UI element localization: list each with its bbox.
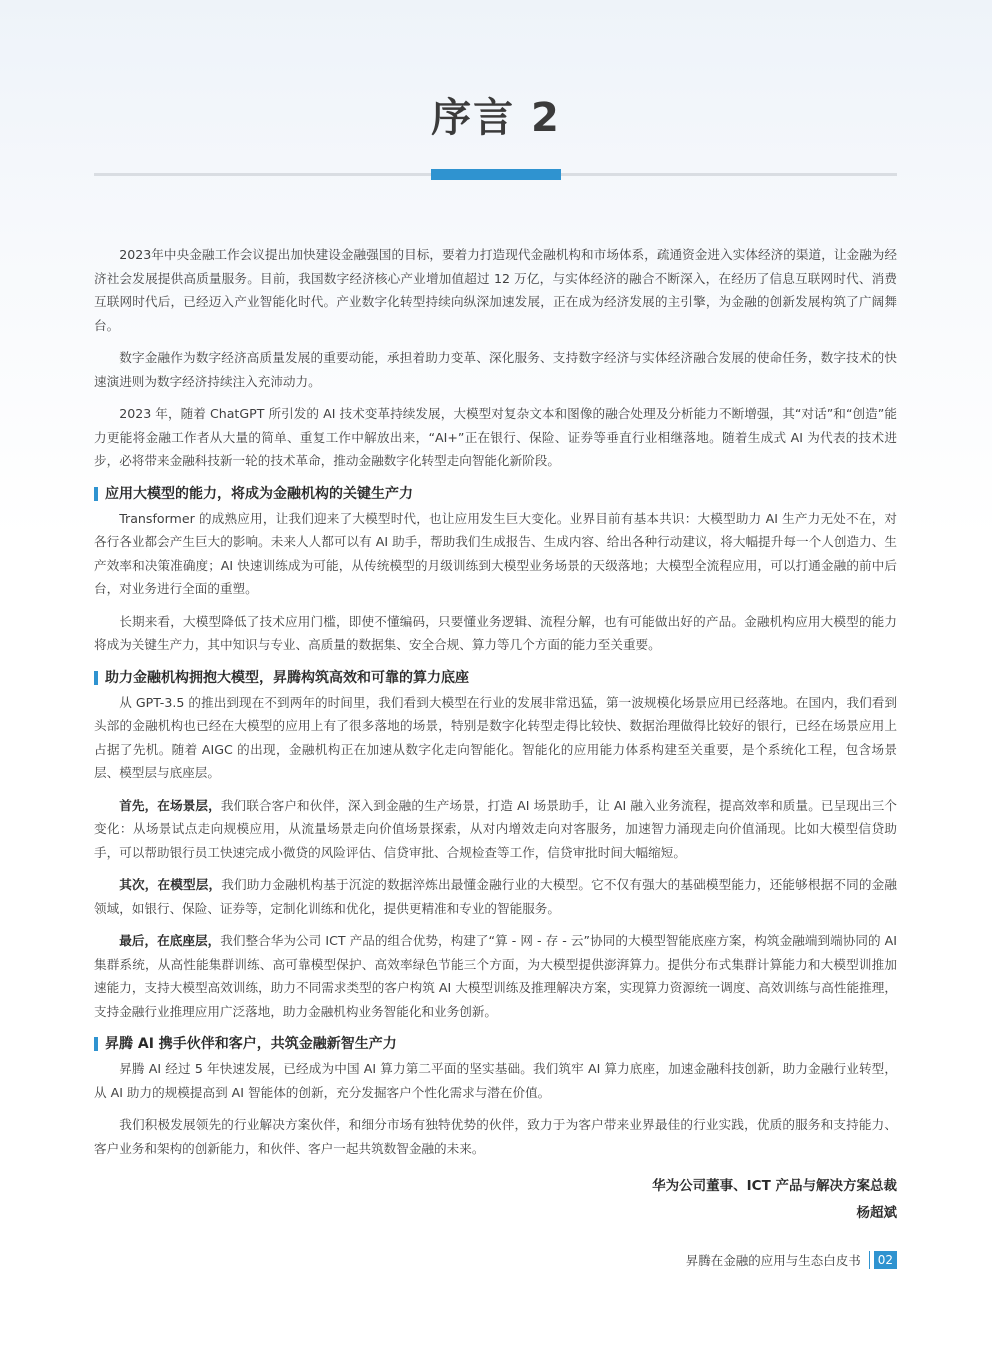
section-heading-2-text: 助力金融机构拥抱大模型，昇腾构筑高效和可靠的算力底座	[105, 669, 469, 686]
model-layer-lead: 其次，在模型层，	[119, 877, 222, 892]
section-heading-1	[94, 482, 897, 506]
scene-layer-lead: 首先，在场景层，	[119, 797, 221, 813]
signature-role: 华为公司董事、ICT 产品与解决方案总裁	[652, 1178, 897, 1194]
heading-marker	[94, 487, 98, 501]
section-heading-3	[94, 1032, 897, 1056]
footer-separator	[869, 1251, 870, 1269]
section2-paragraph-4	[94, 929, 897, 1023]
signature-block	[652, 1173, 897, 1227]
body-content	[94, 243, 897, 1169]
section-heading-2	[94, 666, 897, 690]
page-number: 02	[874, 1251, 897, 1269]
scene-layer-text: 我们联合客户和伙伴，深入到金融的生产场景，打造 AI 场景助手，让 AI 融入业务流程，提高效率和质量。已呈现出三个变化：从场景试点走向规模应用，从流量场景走向价值场景探索，从对内增效走向对客服务，加速智力涌现走向价值涌现。比如大模型信贷助手，可以帮助银行员工快速完成小微贷的风险评估、信贷审批、合规检查等工作，信贷审批时间大幅缩短。	[94, 797, 898, 860]
section3-paragraph-1: 昇腾 AI 经过 5 年快速发展，已经成为中国 AI 算力第二平面的坚实基础。我们筑牢 AI 算力底座，加速金融科技创新，助力金融行业转型，从 AI 助力的规模提高到 AI 智能体的创新，充分发掘客户个性化需求与潜在价值。	[94, 1061, 897, 1100]
heading-marker	[94, 1037, 98, 1051]
section1-paragraph-1: Transformer 的成熟应用，让我们迎来了大模型时代，也让应用发生巨大变化。业界目前有基本共识：大模型助力 AI 生产力无处不在，对各行各业都会产生巨大的影响。未来人人都可以有 AI 助手，帮助我们生成报告、生成内容、给出各种行动建议，将大幅提升每一个人创造力、生产效率和决策准确度；AI 快速训练成为可能，从传统模型的月级训练到大模型业务场景的天级落地；大模型全流程应用，可以打通金融的前中后台，对业务进行全面的重塑。	[94, 510, 897, 596]
footer-book-title: 昇腾在金融的应用与生态白皮书	[685, 1253, 861, 1268]
section-heading-1-text: 应用大模型的能力，将成为金融机构的关键生产力	[105, 485, 413, 502]
section-heading-3-text: 昇腾 AI 携手伙伴和客户，共筑金融新智生产力	[105, 1036, 397, 1052]
base-layer-lead: 最后，在底座层，	[119, 933, 221, 948]
page-title: 序言 2	[431, 95, 561, 141]
section2-paragraph-1: 从 GPT-3.5 的推出到现在不到两年的时间里，我们看到大模型在行业的发展非常迅猛，第一波规模化场景应用已经落地。在国内，我们看到头部的金融机构也已经在大模型的应用上有了很多落地的场景，特别是数字化转型走得比较快、数据治理做得比较好的银行，已经在场景应用上占据了先机。随着 AIGC 的出现，金融机构正在加速从数字化走向智能化。智能化的应用能力体系构建至关重要，是个系统化工程，包含场景层、模型层与底座层。	[94, 694, 897, 780]
signature-name: 杨超斌	[856, 1205, 897, 1221]
base-layer-text: 我们整合华为公司 ICT 产品的组合优势，构建了“算 - 网 - 存 - 云”协同的大模型智能底座方案，构筑金融端到端协同的 AI 集群系统，从高性能集群训练、高可靠模型保护、高效率绿色节能三个方面，为大模型提供澎湃算力。提供分布式集群计算能力和大模型训推加速能力，支持大模型高效训练，助力不同需求类型的客户构筑 AI 大模型训练及推理解决方案，实现算力资源统一调度、高效训练与高性能推理，支持金融行业推理应用广泛落地，助力金融机构业务智能化和业务创新。	[94, 933, 897, 1019]
heading-marker	[94, 671, 98, 685]
title-divider-accent	[431, 169, 561, 180]
intro-paragraph-3: 2023 年，随着 ChatGPT 所引发的 AI 技术变革持续发展，大模型对复杂文本和图像的融合处理及分析能力不断增强，其“对话”和“创造”能力更能将金融工作者从大量的简单、重复工作中解放出来，“AI+”正在银行、保险、证券等垂直行业相继落地。随着生成式 AI 为代表的技术进步，必将带来金融科技新一轮的技术革命，推动金融数字化转型走向智能化新阶段。	[94, 406, 897, 468]
page-footer	[686, 1251, 897, 1269]
section1-paragraph-2: 长期来看，大模型降低了技术应用门槛，即使不懂编码，只要懂业务逻辑、流程分解，也有可能做出好的产品。金融机构应用大模型的能力将成为关键生产力，其中知识与专业、高质量的数据集、安全合规、算力等几个方面的能力至关重要。	[94, 613, 897, 652]
section2-paragraph-3	[94, 873, 897, 920]
intro-paragraph-2: 数字金融作为数字经济高质量发展的重要动能，承担着助力变革、深化服务、支持数字经济与实体经济融合发展的使命任务，数字技术的快速演进则为数字经济持续注入充沛动力。	[94, 350, 897, 389]
model-layer-text: 我们助力金融机构基于沉淀的数据淬炼出最懂金融行业的大模型。它不仅有强大的基础模型能力，还能够根据不同的金融领域，如银行、保险、证券等，定制化训练和优化，提供更精准和专业的智能服务。	[94, 877, 898, 916]
section2-paragraph-2	[94, 794, 897, 865]
section3-paragraph-2: 我们积极发展领先的行业解决方案伙伴，和细分市场有独特优势的伙伴，致力于为客户带来业界最佳的行业实践，优质的服务和支持能力、客户业务和架构的创新能力，和伙伴、客户一起共筑数智金融的未来。	[94, 1117, 897, 1156]
intro-paragraph-1: 2023年中央金融工作会议提出加快建设金融强国的目标，要着力打造现代金融机构和市场体系，疏通资金进入实体经济的渠道，让金融为经济社会发展提供高质量服务。目前，我国数字经济核心产业增加值超过 12 万亿，与实体经济的融合不断深入，在经历了信息互联网时代、消费互联网时代后，已经迈入产业智能化时代。产业数字化转型持续向纵深加速发展，正在成为经济发展的主引擎，为金融的创新发展构筑了广阔舞台。	[94, 247, 897, 333]
